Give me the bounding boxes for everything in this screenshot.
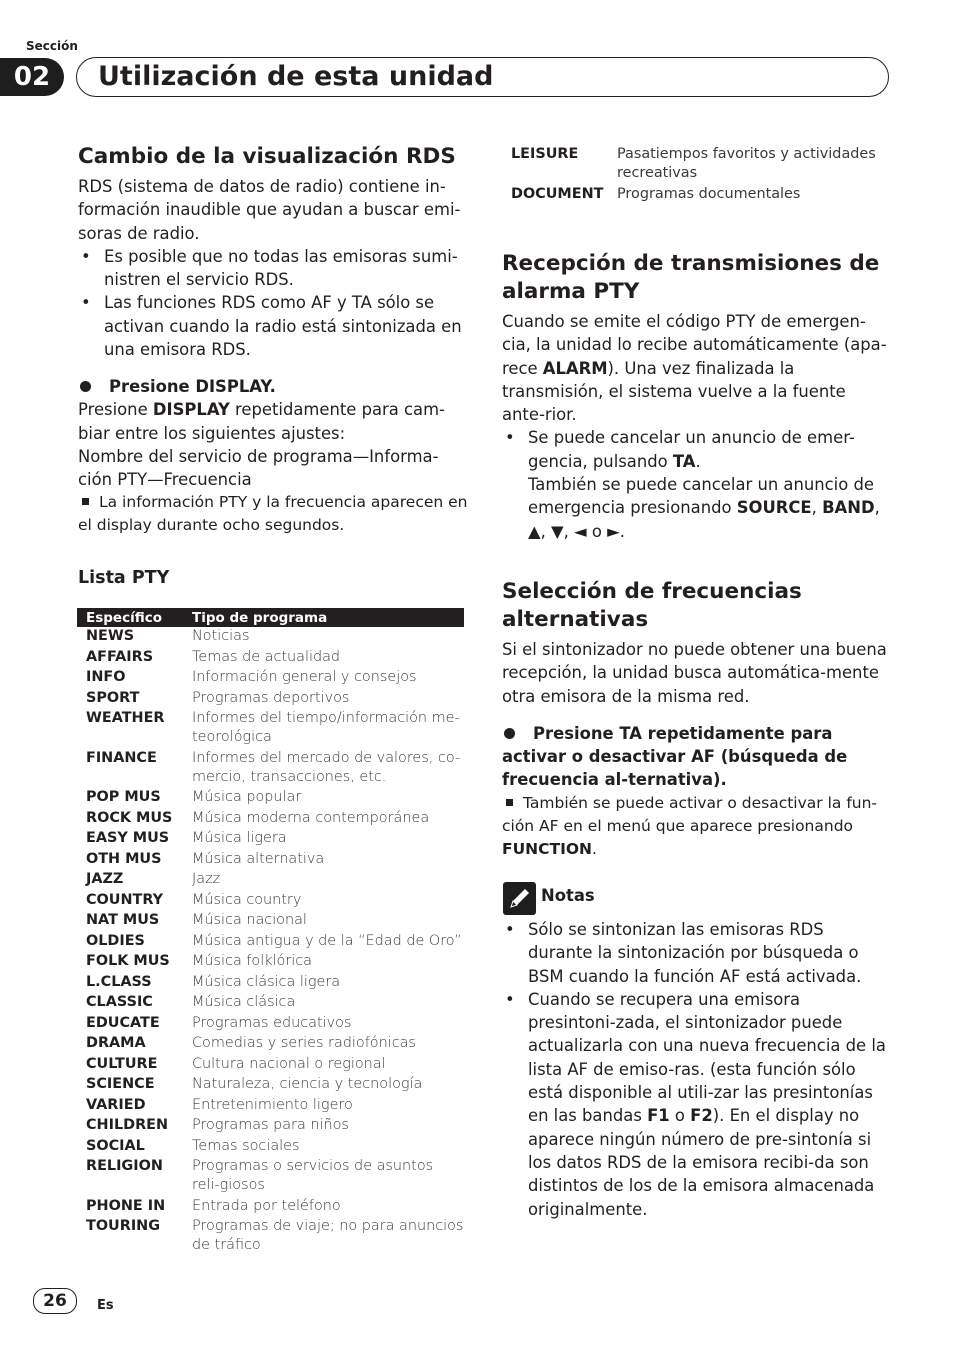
- pty-code: CHILDREN: [86, 1117, 169, 1133]
- pty-description: Programas para niños: [192, 1117, 349, 1133]
- pty-code: DRAMA: [86, 1035, 146, 1051]
- pty-description: Entrada por teléfono: [192, 1197, 341, 1214]
- pty-description: Música ligera: [192, 830, 287, 846]
- pty-description: Música popular: [192, 789, 302, 805]
- pty-header-specific: Específico: [77, 608, 192, 627]
- pty-code: PHONE IN: [86, 1197, 166, 1214]
- pty-description: Música clásica ligera: [192, 973, 341, 990]
- table-row: [77, 993, 464, 1014]
- language-code: Es: [97, 1298, 114, 1313]
- notes-list: [502, 918, 892, 1221]
- notes-heading: Notas: [541, 886, 595, 905]
- pty-description: Música nacional: [192, 912, 307, 928]
- pty-code: POP MUS: [86, 789, 161, 805]
- pty-description: Música country: [192, 891, 302, 908]
- table-row: [77, 891, 464, 912]
- af-paragraph: Si el sintonizador no puede obtener una buena recepción, la unidad busca automática-mente otra emisora de la misma red.: [502, 640, 887, 706]
- pty-table-continued-body: [503, 145, 888, 206]
- pty-description: Programas de viaje; no para anuncios de tráfico: [192, 1218, 464, 1253]
- table-row: [77, 1034, 464, 1055]
- pty-description: Música clásica: [192, 994, 296, 1010]
- pty-code: CLASSIC: [86, 994, 153, 1010]
- pty-code: SOCIAL: [86, 1137, 145, 1154]
- table-row: [503, 145, 888, 185]
- pty-description: Informes del mercado de valores, co-mercio, transacciones, etc.: [192, 749, 461, 785]
- page-title: Utilización de esta unidad: [98, 61, 494, 92]
- pty-description: Temas sociales: [192, 1137, 300, 1154]
- pty-code: DOCUMENT: [511, 186, 604, 202]
- pty-table-body: [77, 627, 464, 1257]
- alarm-heading: Recepción de transmisiones de alarma PTY: [502, 251, 880, 304]
- table-row: [77, 1096, 464, 1117]
- table-row: [77, 689, 464, 710]
- table-row: [77, 709, 464, 749]
- pty-table-continued: [503, 145, 888, 206]
- table-row: [77, 911, 464, 932]
- af-heading: Selección de frecuencias alternativas: [502, 579, 802, 632]
- pty-description: Jazz: [192, 871, 221, 887]
- pty-code: WEATHER: [86, 710, 165, 726]
- pty-code: OLDIES: [86, 932, 145, 949]
- rds-bullet-1: • Es posible que no todas las emisoras sumi-nistren el servicio RDS.: [78, 245, 466, 292]
- table-row: [77, 749, 464, 789]
- step-note: La información PTY y la frecuencia aparecen en el display durante ocho segundos.: [78, 493, 468, 535]
- table-row: [77, 648, 464, 669]
- table-row: [77, 870, 464, 891]
- table-row: [503, 185, 888, 206]
- table-row: [77, 1055, 464, 1076]
- section-label: Sección: [26, 39, 78, 53]
- notes-pencil-icon: [503, 882, 536, 915]
- pty-code: EASY MUS: [86, 830, 170, 846]
- table-row: [77, 809, 464, 830]
- display-step: [78, 375, 468, 537]
- pty-description: Música antigua y de la “Edad de Oro”: [192, 932, 462, 949]
- table-row: [77, 1116, 464, 1137]
- notes-bullet-1: • Sólo se sintonizan las emisoras RDS durante la sintonización por búsqueda o BSM cuando la función AF está activada.: [502, 918, 892, 988]
- note-square-icon: [506, 799, 513, 806]
- pty-description: Música moderna contemporánea: [192, 809, 430, 826]
- pty-code: SPORT: [86, 689, 140, 706]
- table-row: [77, 1137, 464, 1158]
- pty-description: Entretenimiento ligero: [192, 1096, 353, 1113]
- step-text: Presione DISPLAY repetidamente para cam-biar entre los siguientes ajustes:: [78, 400, 445, 443]
- note-square-icon: [82, 498, 89, 505]
- pty-description: Información general y consejos: [192, 669, 417, 685]
- table-row: [77, 1157, 464, 1197]
- pty-description: Programas educativos: [192, 1014, 352, 1031]
- rds-bullet-2: • Las funciones RDS como AF y TA sólo se activan cuando la radio está sintonizada en una emisora RDS.: [78, 291, 466, 361]
- pty-code: ROCK MUS: [86, 809, 173, 826]
- pty-code: TOURING: [86, 1218, 161, 1234]
- pty-description: Naturaleza, ciencia y tecnología: [192, 1076, 423, 1092]
- table-row: [77, 627, 464, 648]
- table-row: [77, 788, 464, 809]
- table-row: [77, 932, 464, 953]
- pty-table-header: [77, 608, 464, 627]
- step-title: Presione DISPLAY.: [78, 375, 468, 398]
- pty-code: RELIGION: [86, 1158, 163, 1174]
- pty-code: OTH MUS: [86, 850, 162, 867]
- pty-description: Pasatiempos favoritos y actividades recreativas: [617, 146, 876, 181]
- pty-code: VARIED: [86, 1096, 146, 1113]
- pty-code: FOLK MUS: [86, 953, 170, 969]
- section-number: 02: [0, 58, 64, 96]
- pty-code: SCIENCE: [86, 1076, 155, 1092]
- page-number: 26: [33, 1288, 77, 1314]
- pty-header-type: Tipo de programa: [192, 608, 464, 627]
- step-sequence: Nombre del servicio de programa—Informa-ción PTY—Frecuencia: [78, 446, 439, 490]
- pty-list-heading: Lista PTY: [78, 568, 170, 588]
- pty-description: Cultura nacional o regional: [192, 1055, 386, 1072]
- rds-intro: RDS (sistema de datos de radio) contiene in-formación inaudible que ayudan a buscar emi-soras de radio.: [78, 177, 461, 243]
- pty-code: JAZZ: [86, 871, 124, 887]
- table-row: [77, 973, 464, 994]
- pty-description: Noticias: [192, 628, 250, 644]
- pty-description: Programas documentales: [617, 186, 801, 202]
- pty-description: Música alternativa: [192, 850, 325, 867]
- pty-code: L.CLASS: [86, 973, 152, 990]
- alarm-section: [502, 250, 892, 543]
- af-section: [502, 578, 892, 861]
- rds-heading: Cambio de la visualización RDS: [78, 144, 456, 169]
- pty-code: INFO: [86, 669, 126, 685]
- af-step: Presione TA repetidamente para activar o desactivar AF (búsqueda de frecuencia al-ternativa).: [502, 722, 892, 792]
- pty-description: Comedias y series radiofónicas: [192, 1035, 416, 1051]
- pty-code: CULTURE: [86, 1055, 158, 1072]
- table-row: [77, 1014, 464, 1035]
- table-row: [77, 850, 464, 871]
- arrow-keys: ▲, ▼, ◄ o ►.: [528, 521, 625, 541]
- table-row: [77, 668, 464, 689]
- notes-bullet-2: • Cuando se recupera una emisora presintoni-zada, el sintonizador puede actualizarla con una nueva frecuencia de la lista AF de emiso-ras. (esta función sólo está disponible al utili-zar las presintonías en las bandas F1 o F2). En el display no aparece ningún número de pre-sintonía si los datos RDS de la emisora recibi-da son distintos de los de la emisora almacenada originalmente.: [502, 988, 892, 1221]
- pty-description: Música folklórica: [192, 953, 312, 969]
- rds-section: [78, 143, 466, 361]
- pty-code: FINANCE: [86, 749, 157, 766]
- pty-description: Programas o servicios de asuntos reli-giosos: [192, 1158, 434, 1193]
- pty-description: Programas deportivos: [192, 689, 350, 706]
- pty-code: LEISURE: [511, 146, 579, 162]
- pty-table: [77, 608, 464, 1257]
- table-row: [77, 829, 464, 850]
- pty-description: Temas de actualidad: [192, 648, 341, 665]
- table-row: [77, 1197, 464, 1218]
- pty-code: AFFAIRS: [86, 648, 154, 665]
- table-row: [77, 952, 464, 973]
- pty-code: NEWS: [86, 628, 135, 644]
- pty-code: COUNTRY: [86, 891, 164, 908]
- alarm-bullet: • Se puede cancelar un anuncio de emer-gencia, pulsando TA. También se puede cancelar un anuncio de emergencia presionando SOURCE, BAND, ▲, ▼, ◄ o ►.: [502, 426, 892, 542]
- pty-code: NAT MUS: [86, 912, 160, 928]
- pty-code: EDUCATE: [86, 1014, 160, 1031]
- table-row: [77, 1075, 464, 1096]
- table-row: [77, 1217, 464, 1257]
- alarm-paragraph: Cuando se emite el código PTY de emergen-cia, la unidad lo recibe automáticamente (apa-rece ALARM). Una vez finalizada la transmisión, el sistema vuelve a la fuente ante-rior.: [502, 312, 887, 425]
- af-note: También se puede activar o desactivar la fun-ción AF en el menú que aparece presionando FUNCTION.: [502, 793, 878, 858]
- pty-description: Informes del tiempo/información me-teorológica: [192, 710, 460, 745]
